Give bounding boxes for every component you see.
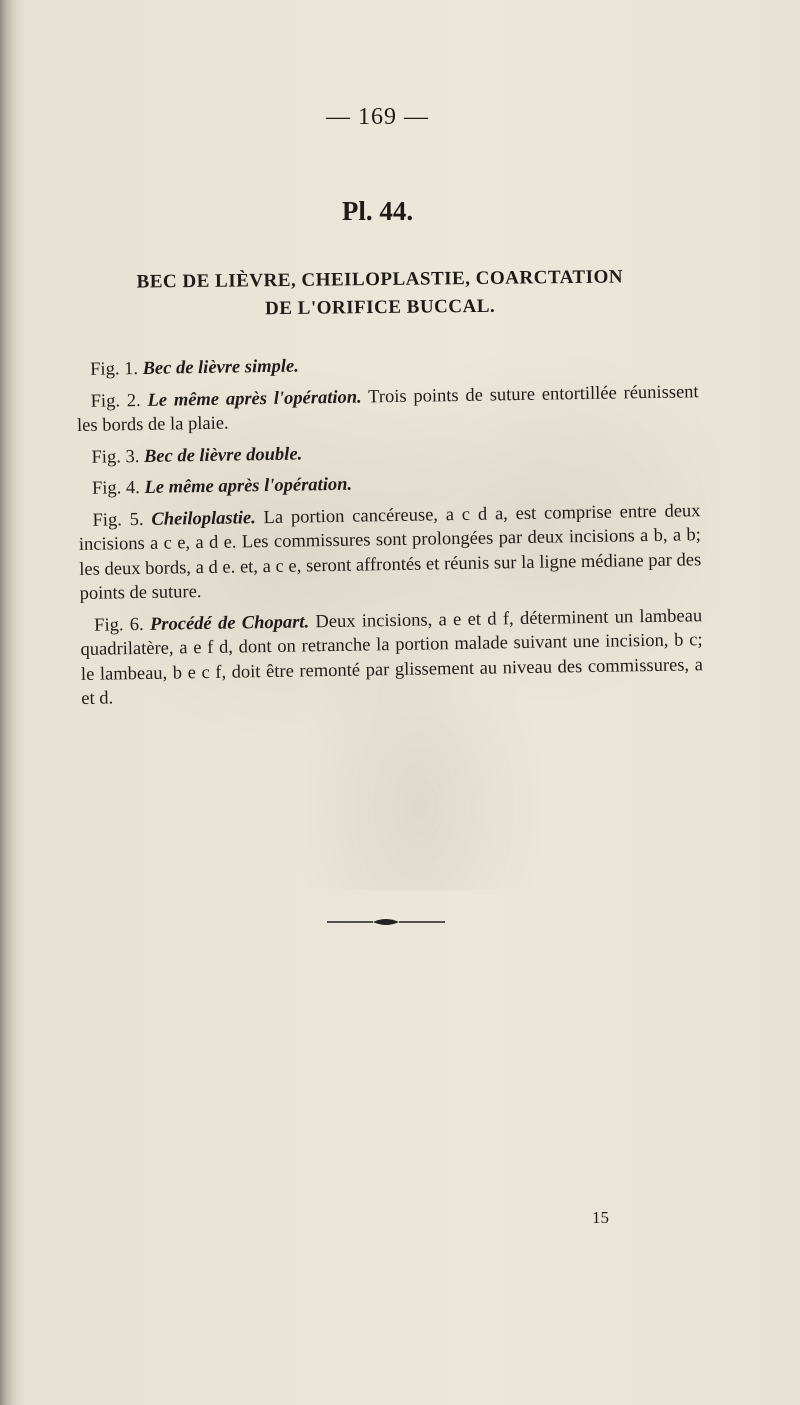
figure-label: Fig. 6. — [94, 614, 144, 636]
figure-label: Fig. 2. — [90, 390, 141, 412]
figure-label: Fig. 3. — [91, 446, 140, 468]
section-title — [90, 263, 671, 325]
figure-legend-6 — [80, 604, 703, 712]
section-title-line-1: BEC DE LIÈVRE, CHEILOPLASTIE, COARCTATION — [136, 266, 624, 293]
figure-legend-2 — [76, 380, 699, 439]
signature-mark: 15 — [592, 1208, 609, 1227]
figure-legend-list — [76, 348, 704, 718]
figure-label: Fig. 1. — [90, 359, 139, 380]
figure-text: La portion cancéreuse, a c d a, est comprise entre deux incisions a c e, a d e. Les commissures sont prolongées par deux incisions a b, a b; les deux bords, a d e. et, a c e, seront affrontés et réunis sur la ligne médiane par des points de suture. — [78, 500, 702, 604]
figure-title: Cheiloplastie. — [151, 507, 256, 530]
figure-title: Bec de lièvre double. — [143, 443, 303, 467]
figure-legend-1 — [76, 348, 698, 382]
plate-title: Pl. 44. — [341, 196, 414, 226]
figure-title: Le même après l'opération. — [144, 474, 353, 498]
figure-text: Deux incisions, a e et d f, déterminent un lambeau quadrilatère, a e f d, dont on retranche la portion malade suivant une incision, b c; le lambeau, b e c f, doit être remonté par glissement au niveau des commissures, a et d. — [80, 605, 704, 709]
figure-title: Procédé de Chopart. — [149, 611, 310, 635]
figure-legend-3 — [77, 436, 699, 470]
section-title-line-2: DE L'ORIFICE BUCCAL. — [264, 295, 496, 320]
page-number: — 169 — — [326, 104, 429, 130]
figure-title: Bec de lièvre simple. — [142, 356, 299, 379]
figure-label: Fig. 5. — [92, 509, 144, 531]
figure-legend-4 — [78, 467, 700, 501]
figure-legend-5 — [78, 499, 701, 607]
ornamental-rule — [325, 915, 447, 929]
figure-title: Le même après l'opération. — [147, 387, 362, 411]
figure-text: Trois points de suture entortillée réunissent les bords de la plaie. — [76, 381, 699, 436]
figure-label: Fig. 4. — [91, 478, 141, 499]
